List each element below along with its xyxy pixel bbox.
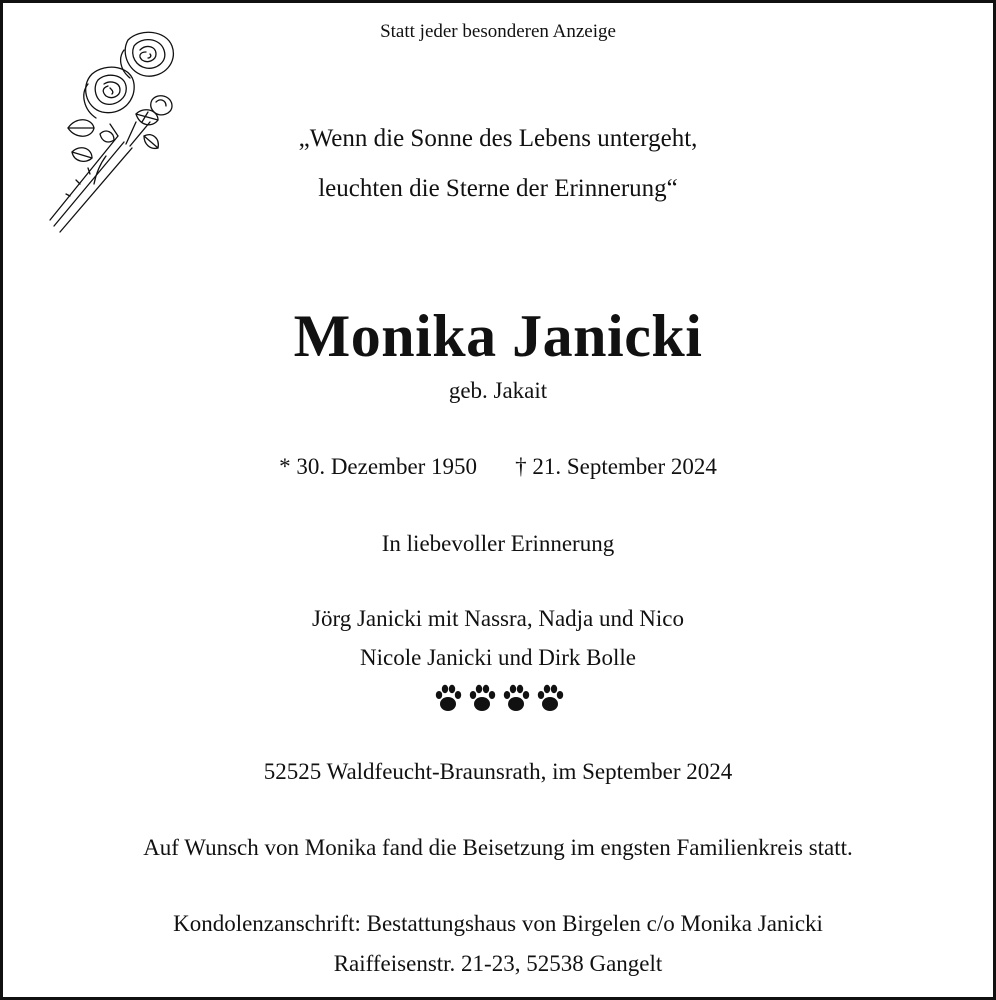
maiden-name: geb. Jakait — [448, 378, 548, 403]
paw-prints — [432, 684, 564, 714]
birth-date: * 30. Dezember 1950 — [279, 454, 478, 479]
remembrance-line: In liebevoller Erinnerung — [381, 531, 615, 556]
paw-icon — [470, 685, 495, 711]
quote-line-1: „Wenn die Sonne des Lebens untergeht, — [298, 125, 698, 152]
condolence-address-line-1: Kondolenzanschrift: Bestattungshaus von Birgelen c/o Monika Janicki — [173, 911, 823, 936]
notice-header: Statt jeder besonderen Anzeige — [380, 21, 616, 42]
quote-line-2: leuchten die Sterne der Erinnerung“ — [318, 175, 678, 202]
mourner-line: Nicole Janicki und Dirk Bolle — [360, 645, 636, 670]
paw-icon — [504, 685, 529, 711]
death-date: † 21. September 2024 — [515, 454, 717, 479]
life-dates — [0, 455, 996, 478]
funeral-note: Auf Wunsch von Monika fand die Beisetzung im engsten Familienkreis statt. — [143, 835, 853, 860]
deceased-name: Monika Janicki — [293, 303, 703, 369]
condolence-address-line-2: Raiffeisenstr. 21-23, 52538 Gangelt — [333, 951, 663, 976]
place-and-date: 52525 Waldfeucht-Braunsrath, im September 2024 — [263, 759, 733, 784]
mourner-line: Jörg Janicki mit Nassra, Nadja und Nico — [312, 606, 684, 631]
paw-icon — [436, 685, 461, 711]
paw-icon — [538, 685, 563, 711]
